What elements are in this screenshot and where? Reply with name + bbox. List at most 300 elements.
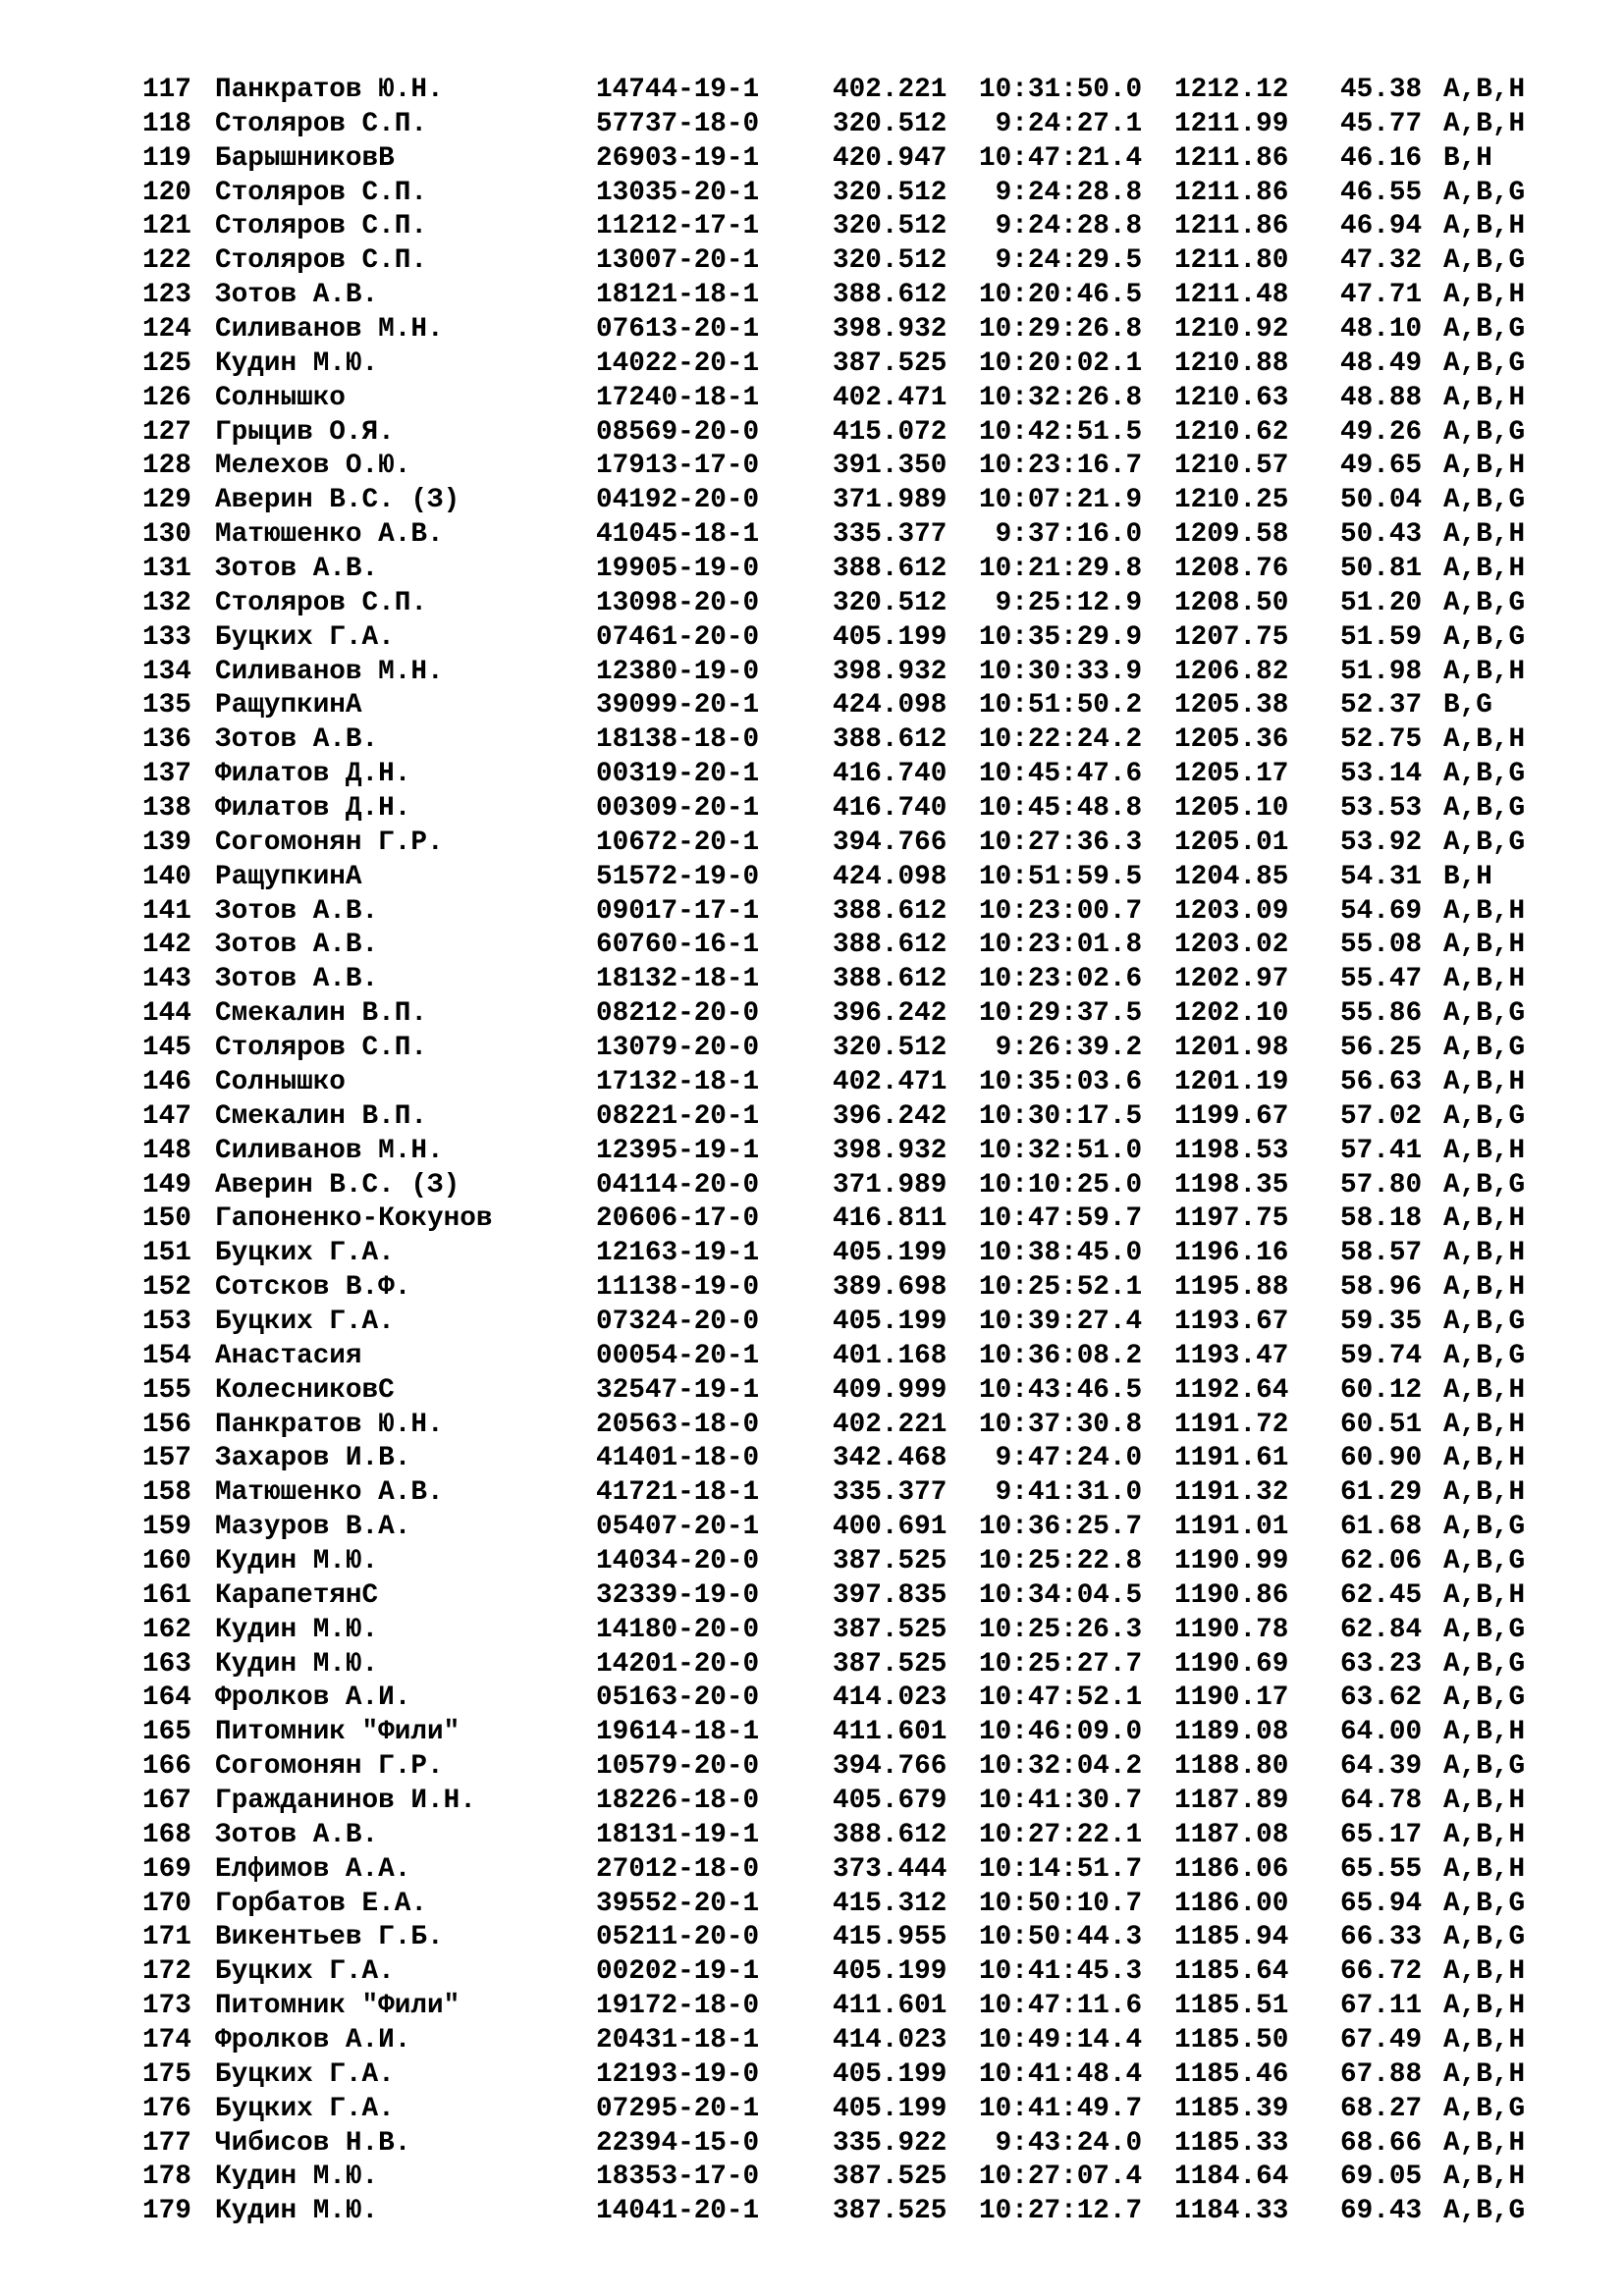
distance: 387.525 — [833, 347, 947, 379]
arrival-time: 9:26:39.2 — [979, 1033, 1143, 1064]
flags: A,B,H — [1443, 930, 1526, 961]
percent: 55.86 — [1340, 998, 1423, 1030]
distance: 398.932 — [833, 1135, 947, 1166]
ring-number: 41721-18-1 — [596, 1477, 760, 1509]
distance: 388.612 — [833, 280, 947, 311]
place-number: 175 — [142, 2058, 191, 2090]
arrival-time: 9:41:31.0 — [979, 1477, 1143, 1509]
percent: 65.55 — [1340, 1853, 1423, 1885]
flags: A,B,H — [1443, 1956, 1526, 1988]
table-row — [142, 2127, 1556, 2162]
percent: 69.05 — [1340, 2162, 1423, 2193]
table-row — [142, 963, 1556, 997]
table-row — [142, 210, 1556, 244]
place-number: 167 — [142, 1785, 191, 1816]
distance: 342.468 — [833, 1443, 947, 1474]
distance: 401.168 — [833, 1340, 947, 1371]
place-number: 149 — [142, 1169, 191, 1201]
percent: 56.63 — [1340, 1066, 1423, 1097]
table-row — [142, 827, 1556, 861]
ring-number: 57737-18-0 — [596, 108, 760, 139]
speed: 1185.33 — [1174, 2127, 1289, 2159]
percent: 50.04 — [1340, 485, 1423, 516]
distance: 416.740 — [833, 759, 947, 790]
distance: 415.955 — [833, 1922, 947, 1953]
flags: A,B,H — [1443, 211, 1526, 242]
distance: 405.199 — [833, 1956, 947, 1988]
arrival-time: 10:29:26.8 — [979, 314, 1143, 346]
distance: 388.612 — [833, 1819, 947, 1850]
percent: 59.35 — [1340, 1306, 1423, 1337]
speed: 1202.97 — [1174, 964, 1289, 995]
arrival-time: 10:41:49.7 — [979, 2093, 1143, 2124]
place-number: 122 — [142, 245, 191, 277]
percent: 51.59 — [1340, 621, 1423, 653]
ring-number: 14022-20-1 — [596, 347, 760, 379]
place-number: 139 — [142, 827, 191, 858]
place-number: 148 — [142, 1135, 191, 1166]
flags: A,B,H — [1443, 554, 1526, 585]
table-row — [142, 74, 1556, 108]
ring-number: 20431-18-1 — [596, 2024, 760, 2056]
percent: 60.12 — [1340, 1374, 1423, 1406]
table-row — [142, 1135, 1556, 1169]
place-number: 124 — [142, 314, 191, 346]
distance: 402.471 — [833, 382, 947, 413]
ring-number: 19172-18-0 — [596, 1991, 760, 2022]
distance: 409.999 — [833, 1374, 947, 1406]
flags: A,B,H — [1443, 1717, 1526, 1748]
ring-number: 14180-20-0 — [596, 1614, 760, 1645]
place-number: 177 — [142, 2127, 191, 2159]
fancier-name: Согомонян Г.Р. — [215, 827, 444, 858]
fancier-name: Смекалин В.П. — [215, 998, 427, 1030]
fancier-name: Смекалин В.П. — [215, 1100, 427, 1132]
ring-number: 12193-19-0 — [596, 2058, 760, 2090]
place-number: 166 — [142, 1751, 191, 1783]
table-row — [142, 1442, 1556, 1476]
speed: 1205.01 — [1174, 827, 1289, 858]
speed: 1199.67 — [1174, 1100, 1289, 1132]
distance: 335.377 — [833, 519, 947, 551]
fancier-name: Матюшенко А.В. — [215, 519, 444, 551]
distance: 415.312 — [833, 1888, 947, 1919]
fancier-name: Кудин М.Ю. — [215, 1648, 379, 1680]
speed: 1190.78 — [1174, 1614, 1289, 1645]
speed: 1211.86 — [1174, 211, 1289, 242]
fancier-name: Силиванов М.Н. — [215, 656, 444, 687]
flags: A,B,G — [1443, 1648, 1526, 1680]
percent: 50.43 — [1340, 519, 1423, 551]
table-row — [142, 2024, 1556, 2058]
ring-number: 12163-19-1 — [596, 1238, 760, 1269]
speed: 1201.19 — [1174, 1066, 1289, 1097]
percent: 59.74 — [1340, 1340, 1423, 1371]
flags: A,B,H — [1443, 1066, 1526, 1097]
percent: 64.39 — [1340, 1751, 1423, 1783]
percent: 66.72 — [1340, 1956, 1423, 1988]
flags: B,H — [1443, 861, 1492, 892]
flags: A,B,H — [1443, 2058, 1526, 2090]
speed: 1190.86 — [1174, 1579, 1289, 1611]
speed: 1210.62 — [1174, 416, 1289, 448]
place-number: 172 — [142, 1956, 191, 1988]
place-number: 163 — [142, 1648, 191, 1680]
arrival-time: 10:23:00.7 — [979, 895, 1143, 927]
distance: 415.072 — [833, 416, 947, 448]
table-row — [142, 484, 1556, 518]
ring-number: 17132-18-1 — [596, 1066, 760, 1097]
arrival-time: 10:07:21.9 — [979, 485, 1143, 516]
flags: A,B,G — [1443, 485, 1526, 516]
place-number: 134 — [142, 656, 191, 687]
ring-number: 13007-20-1 — [596, 245, 760, 277]
table-row — [142, 587, 1556, 621]
arrival-time: 10:47:52.1 — [979, 1682, 1143, 1714]
flags: A,B,H — [1443, 895, 1526, 927]
speed: 1210.92 — [1174, 314, 1289, 346]
speed: 1184.64 — [1174, 2162, 1289, 2193]
percent: 53.14 — [1340, 759, 1423, 790]
ring-number: 12380-19-0 — [596, 656, 760, 687]
place-number: 170 — [142, 1888, 191, 1919]
arrival-time: 10:27:36.3 — [979, 827, 1143, 858]
speed: 1187.08 — [1174, 1819, 1289, 1850]
flags: A,B,G — [1443, 2093, 1526, 2124]
flags: A,B,H — [1443, 1272, 1526, 1304]
arrival-time: 10:32:51.0 — [979, 1135, 1143, 1166]
ring-number: 32339-19-0 — [596, 1579, 760, 1611]
arrival-time: 10:22:24.2 — [979, 724, 1143, 756]
distance: 398.932 — [833, 656, 947, 687]
flags: A,B,G — [1443, 1922, 1526, 1953]
arrival-time: 10:27:22.1 — [979, 1819, 1143, 1850]
fancier-name: Мелехов О.Ю. — [215, 451, 411, 482]
distance: 388.612 — [833, 895, 947, 927]
place-number: 144 — [142, 998, 191, 1030]
ring-number: 07461-20-0 — [596, 621, 760, 653]
speed: 1205.36 — [1174, 724, 1289, 756]
speed: 1190.69 — [1174, 1648, 1289, 1680]
flags: B,G — [1443, 690, 1492, 721]
fancier-name: Буцких Г.А. — [215, 621, 395, 653]
percent: 54.69 — [1340, 895, 1423, 927]
ring-number: 11138-19-0 — [596, 1272, 760, 1304]
fancier-name: Аверин В.С. (З) — [215, 1169, 460, 1201]
distance: 394.766 — [833, 1751, 947, 1783]
arrival-time: 10:23:01.8 — [979, 930, 1143, 961]
table-row — [142, 553, 1556, 587]
arrival-time: 9:47:24.0 — [979, 1443, 1143, 1474]
ring-number: 26903-19-1 — [596, 142, 760, 174]
speed: 1185.94 — [1174, 1922, 1289, 1953]
ring-number: 09017-17-1 — [596, 895, 760, 927]
distance: 387.525 — [833, 1545, 947, 1576]
arrival-time: 10:43:46.5 — [979, 1374, 1143, 1406]
speed: 1211.80 — [1174, 245, 1289, 277]
percent: 51.20 — [1340, 587, 1423, 618]
fancier-name: Фролков А.И. — [215, 2024, 411, 2056]
percent: 62.06 — [1340, 1545, 1423, 1576]
ring-number: 41401-18-0 — [596, 1443, 760, 1474]
percent: 58.18 — [1340, 1203, 1423, 1235]
arrival-time: 10:25:22.8 — [979, 1545, 1143, 1576]
table-row — [142, 1340, 1556, 1374]
percent: 48.88 — [1340, 382, 1423, 413]
ring-number: 13079-20-0 — [596, 1033, 760, 1064]
ring-number: 22394-15-0 — [596, 2127, 760, 2159]
percent: 60.90 — [1340, 1443, 1423, 1474]
distance: 320.512 — [833, 211, 947, 242]
distance: 391.350 — [833, 451, 947, 482]
flags: A,B,H — [1443, 1409, 1526, 1440]
percent: 55.47 — [1340, 964, 1423, 995]
percent: 50.81 — [1340, 554, 1423, 585]
ring-number: 32547-19-1 — [596, 1374, 760, 1406]
ring-number: 00202-19-1 — [596, 1956, 760, 1988]
ring-number: 41045-18-1 — [596, 519, 760, 551]
ring-number: 17913-17-0 — [596, 451, 760, 482]
distance: 320.512 — [833, 587, 947, 618]
table-row — [142, 313, 1556, 347]
percent: 53.53 — [1340, 793, 1423, 825]
place-number: 152 — [142, 1272, 191, 1304]
distance: 411.601 — [833, 1717, 947, 1748]
speed: 1207.75 — [1174, 621, 1289, 653]
place-number: 119 — [142, 142, 191, 174]
percent: 65.94 — [1340, 1888, 1423, 1919]
place-number: 143 — [142, 964, 191, 995]
distance: 320.512 — [833, 245, 947, 277]
place-number: 121 — [142, 211, 191, 242]
flags: A,B,H — [1443, 964, 1526, 995]
flags: A,B,G — [1443, 2196, 1526, 2227]
table-row — [142, 1202, 1556, 1237]
place-number: 123 — [142, 280, 191, 311]
table-row — [142, 1374, 1556, 1409]
speed: 1191.32 — [1174, 1477, 1289, 1509]
percent: 55.08 — [1340, 930, 1423, 961]
place-number: 162 — [142, 1614, 191, 1645]
flags: A,B,H — [1443, 1819, 1526, 1850]
fancier-name: Зотов А.В. — [215, 895, 379, 927]
ring-number: 20563-18-0 — [596, 1409, 760, 1440]
distance: 388.612 — [833, 554, 947, 585]
table-row — [142, 792, 1556, 827]
place-number: 174 — [142, 2024, 191, 2056]
speed: 1190.17 — [1174, 1682, 1289, 1714]
arrival-time: 10:47:11.6 — [979, 1991, 1143, 2022]
speed: 1204.85 — [1174, 861, 1289, 892]
arrival-time: 10:50:44.3 — [979, 1922, 1143, 1953]
ring-number: 11212-17-1 — [596, 211, 760, 242]
table-row — [142, 1819, 1556, 1853]
ring-number: 14041-20-1 — [596, 2196, 760, 2227]
arrival-time: 10:20:02.1 — [979, 347, 1143, 379]
flags: A,B,G — [1443, 1545, 1526, 1576]
table-row — [142, 1750, 1556, 1785]
table-row — [142, 1990, 1556, 2024]
fancier-name: Столяров С.П. — [215, 245, 427, 277]
place-number: 173 — [142, 1991, 191, 2022]
arrival-time: 10:36:25.7 — [979, 1512, 1143, 1543]
distance: 320.512 — [833, 177, 947, 208]
table-row — [142, 1237, 1556, 1271]
speed: 1203.09 — [1174, 895, 1289, 927]
fancier-name: Мазуров В.А. — [215, 1512, 411, 1543]
distance: 388.612 — [833, 964, 947, 995]
arrival-time: 9:25:12.9 — [979, 587, 1143, 618]
place-number: 155 — [142, 1374, 191, 1406]
arrival-time: 10:38:45.0 — [979, 1238, 1143, 1269]
flags: A,B,H — [1443, 451, 1526, 482]
distance: 389.698 — [833, 1272, 947, 1304]
percent: 47.32 — [1340, 245, 1423, 277]
table-row — [142, 1545, 1556, 1579]
ring-number: 39552-20-1 — [596, 1888, 760, 1919]
speed: 1208.76 — [1174, 554, 1289, 585]
place-number: 157 — [142, 1443, 191, 1474]
flags: A,B,G — [1443, 587, 1526, 618]
table-row — [142, 1648, 1556, 1682]
ring-number: 14034-20-0 — [596, 1545, 760, 1576]
flags: A,B,G — [1443, 1169, 1526, 1201]
fancier-name: Зотов А.В. — [215, 930, 379, 961]
distance: 396.242 — [833, 1100, 947, 1132]
speed: 1211.48 — [1174, 280, 1289, 311]
table-row — [142, 108, 1556, 142]
fancier-name: Аверин В.С. (З) — [215, 485, 460, 516]
flags: A,B,G — [1443, 793, 1526, 825]
percent: 47.71 — [1340, 280, 1423, 311]
place-number: 159 — [142, 1512, 191, 1543]
speed: 1212.12 — [1174, 75, 1289, 105]
arrival-time: 10:42:51.5 — [979, 416, 1143, 448]
arrival-time: 10:41:45.3 — [979, 1956, 1143, 1988]
ring-number: 05407-20-1 — [596, 1512, 760, 1543]
arrival-time: 10:47:21.4 — [979, 142, 1143, 174]
fancier-name: Столяров С.П. — [215, 587, 427, 618]
speed: 1191.72 — [1174, 1409, 1289, 1440]
table-row — [142, 177, 1556, 211]
percent: 67.88 — [1340, 2058, 1423, 2090]
distance: 398.932 — [833, 314, 947, 346]
flags: A,B,G — [1443, 621, 1526, 653]
place-number: 128 — [142, 451, 191, 482]
flags: A,B,H — [1443, 1853, 1526, 1885]
fancier-name: Солнышко — [215, 1066, 346, 1097]
distance: 396.242 — [833, 998, 947, 1030]
place-number: 142 — [142, 930, 191, 961]
percent: 65.17 — [1340, 1819, 1423, 1850]
fancier-name: РащупкинА — [215, 861, 362, 892]
ring-number: 18138-18-0 — [596, 724, 760, 756]
arrival-time: 9:24:29.5 — [979, 245, 1143, 277]
place-number: 136 — [142, 724, 191, 756]
arrival-time: 10:21:29.8 — [979, 554, 1143, 585]
speed: 1189.08 — [1174, 1717, 1289, 1748]
percent: 52.75 — [1340, 724, 1423, 756]
speed: 1190.99 — [1174, 1545, 1289, 1576]
distance: 405.199 — [833, 621, 947, 653]
ring-number: 07324-20-0 — [596, 1306, 760, 1337]
table-row — [142, 279, 1556, 313]
arrival-time: 10:51:59.5 — [979, 861, 1143, 892]
place-number: 156 — [142, 1409, 191, 1440]
distance: 405.199 — [833, 2058, 947, 2090]
flags: A,B,H — [1443, 1579, 1526, 1611]
table-row — [142, 997, 1556, 1032]
flags: A,B,H — [1443, 280, 1526, 311]
speed: 1210.88 — [1174, 347, 1289, 379]
flags: A,B,H — [1443, 75, 1526, 105]
distance: 405.199 — [833, 1306, 947, 1337]
flags: A,B,G — [1443, 1614, 1526, 1645]
percent: 62.84 — [1340, 1614, 1423, 1645]
distance: 387.525 — [833, 2196, 947, 2227]
percent: 46.94 — [1340, 211, 1423, 242]
place-number: 151 — [142, 1238, 191, 1269]
percent: 46.16 — [1340, 142, 1423, 174]
fancier-name: Зотов А.В. — [215, 964, 379, 995]
distance: 388.612 — [833, 724, 947, 756]
percent: 48.49 — [1340, 347, 1423, 379]
table-row — [142, 1888, 1556, 1922]
distance: 405.679 — [833, 1785, 947, 1816]
fancier-name: Питомник "Фили" — [215, 1991, 460, 2022]
arrival-time: 10:32:26.8 — [979, 382, 1143, 413]
fancier-name: Кудин М.Ю. — [215, 1545, 379, 1576]
distance: 400.691 — [833, 1512, 947, 1543]
percent: 68.27 — [1340, 2093, 1423, 2124]
table-row — [142, 1100, 1556, 1135]
distance: 416.811 — [833, 1203, 947, 1235]
percent: 66.33 — [1340, 1922, 1423, 1953]
table-row — [142, 1032, 1556, 1066]
place-number: 176 — [142, 2093, 191, 2124]
ring-number: 08221-20-1 — [596, 1100, 760, 1132]
speed: 1193.67 — [1174, 1306, 1289, 1337]
speed: 1210.25 — [1174, 485, 1289, 516]
percent: 45.38 — [1340, 75, 1423, 105]
ring-number: 18132-18-1 — [596, 964, 760, 995]
place-number: 126 — [142, 382, 191, 413]
place-number: 131 — [142, 554, 191, 585]
speed: 1187.89 — [1174, 1785, 1289, 1816]
speed: 1186.00 — [1174, 1888, 1289, 1919]
fancier-name: БарышниковВ — [215, 142, 395, 174]
place-number: 169 — [142, 1853, 191, 1885]
flags: A,B,G — [1443, 1888, 1526, 1919]
place-number: 125 — [142, 347, 191, 379]
place-number: 161 — [142, 1579, 191, 1611]
arrival-time: 10:30:33.9 — [979, 656, 1143, 687]
percent: 60.51 — [1340, 1409, 1423, 1440]
arrival-time: 9:24:28.8 — [979, 177, 1143, 208]
fancier-name: Захаров И.В. — [215, 1443, 411, 1474]
fancier-name: Зотов А.В. — [215, 724, 379, 756]
distance: 420.947 — [833, 142, 947, 174]
distance: 402.221 — [833, 1409, 947, 1440]
ring-number: 08212-20-0 — [596, 998, 760, 1030]
arrival-time: 10:31:50.0 — [979, 75, 1143, 105]
fancier-name: Буцких Г.А. — [215, 1306, 395, 1337]
flags: A,B,G — [1443, 245, 1526, 277]
speed: 1205.17 — [1174, 759, 1289, 790]
distance: 402.221 — [833, 75, 947, 105]
ring-number: 04192-20-0 — [596, 485, 760, 516]
place-number: 117 — [142, 75, 191, 105]
